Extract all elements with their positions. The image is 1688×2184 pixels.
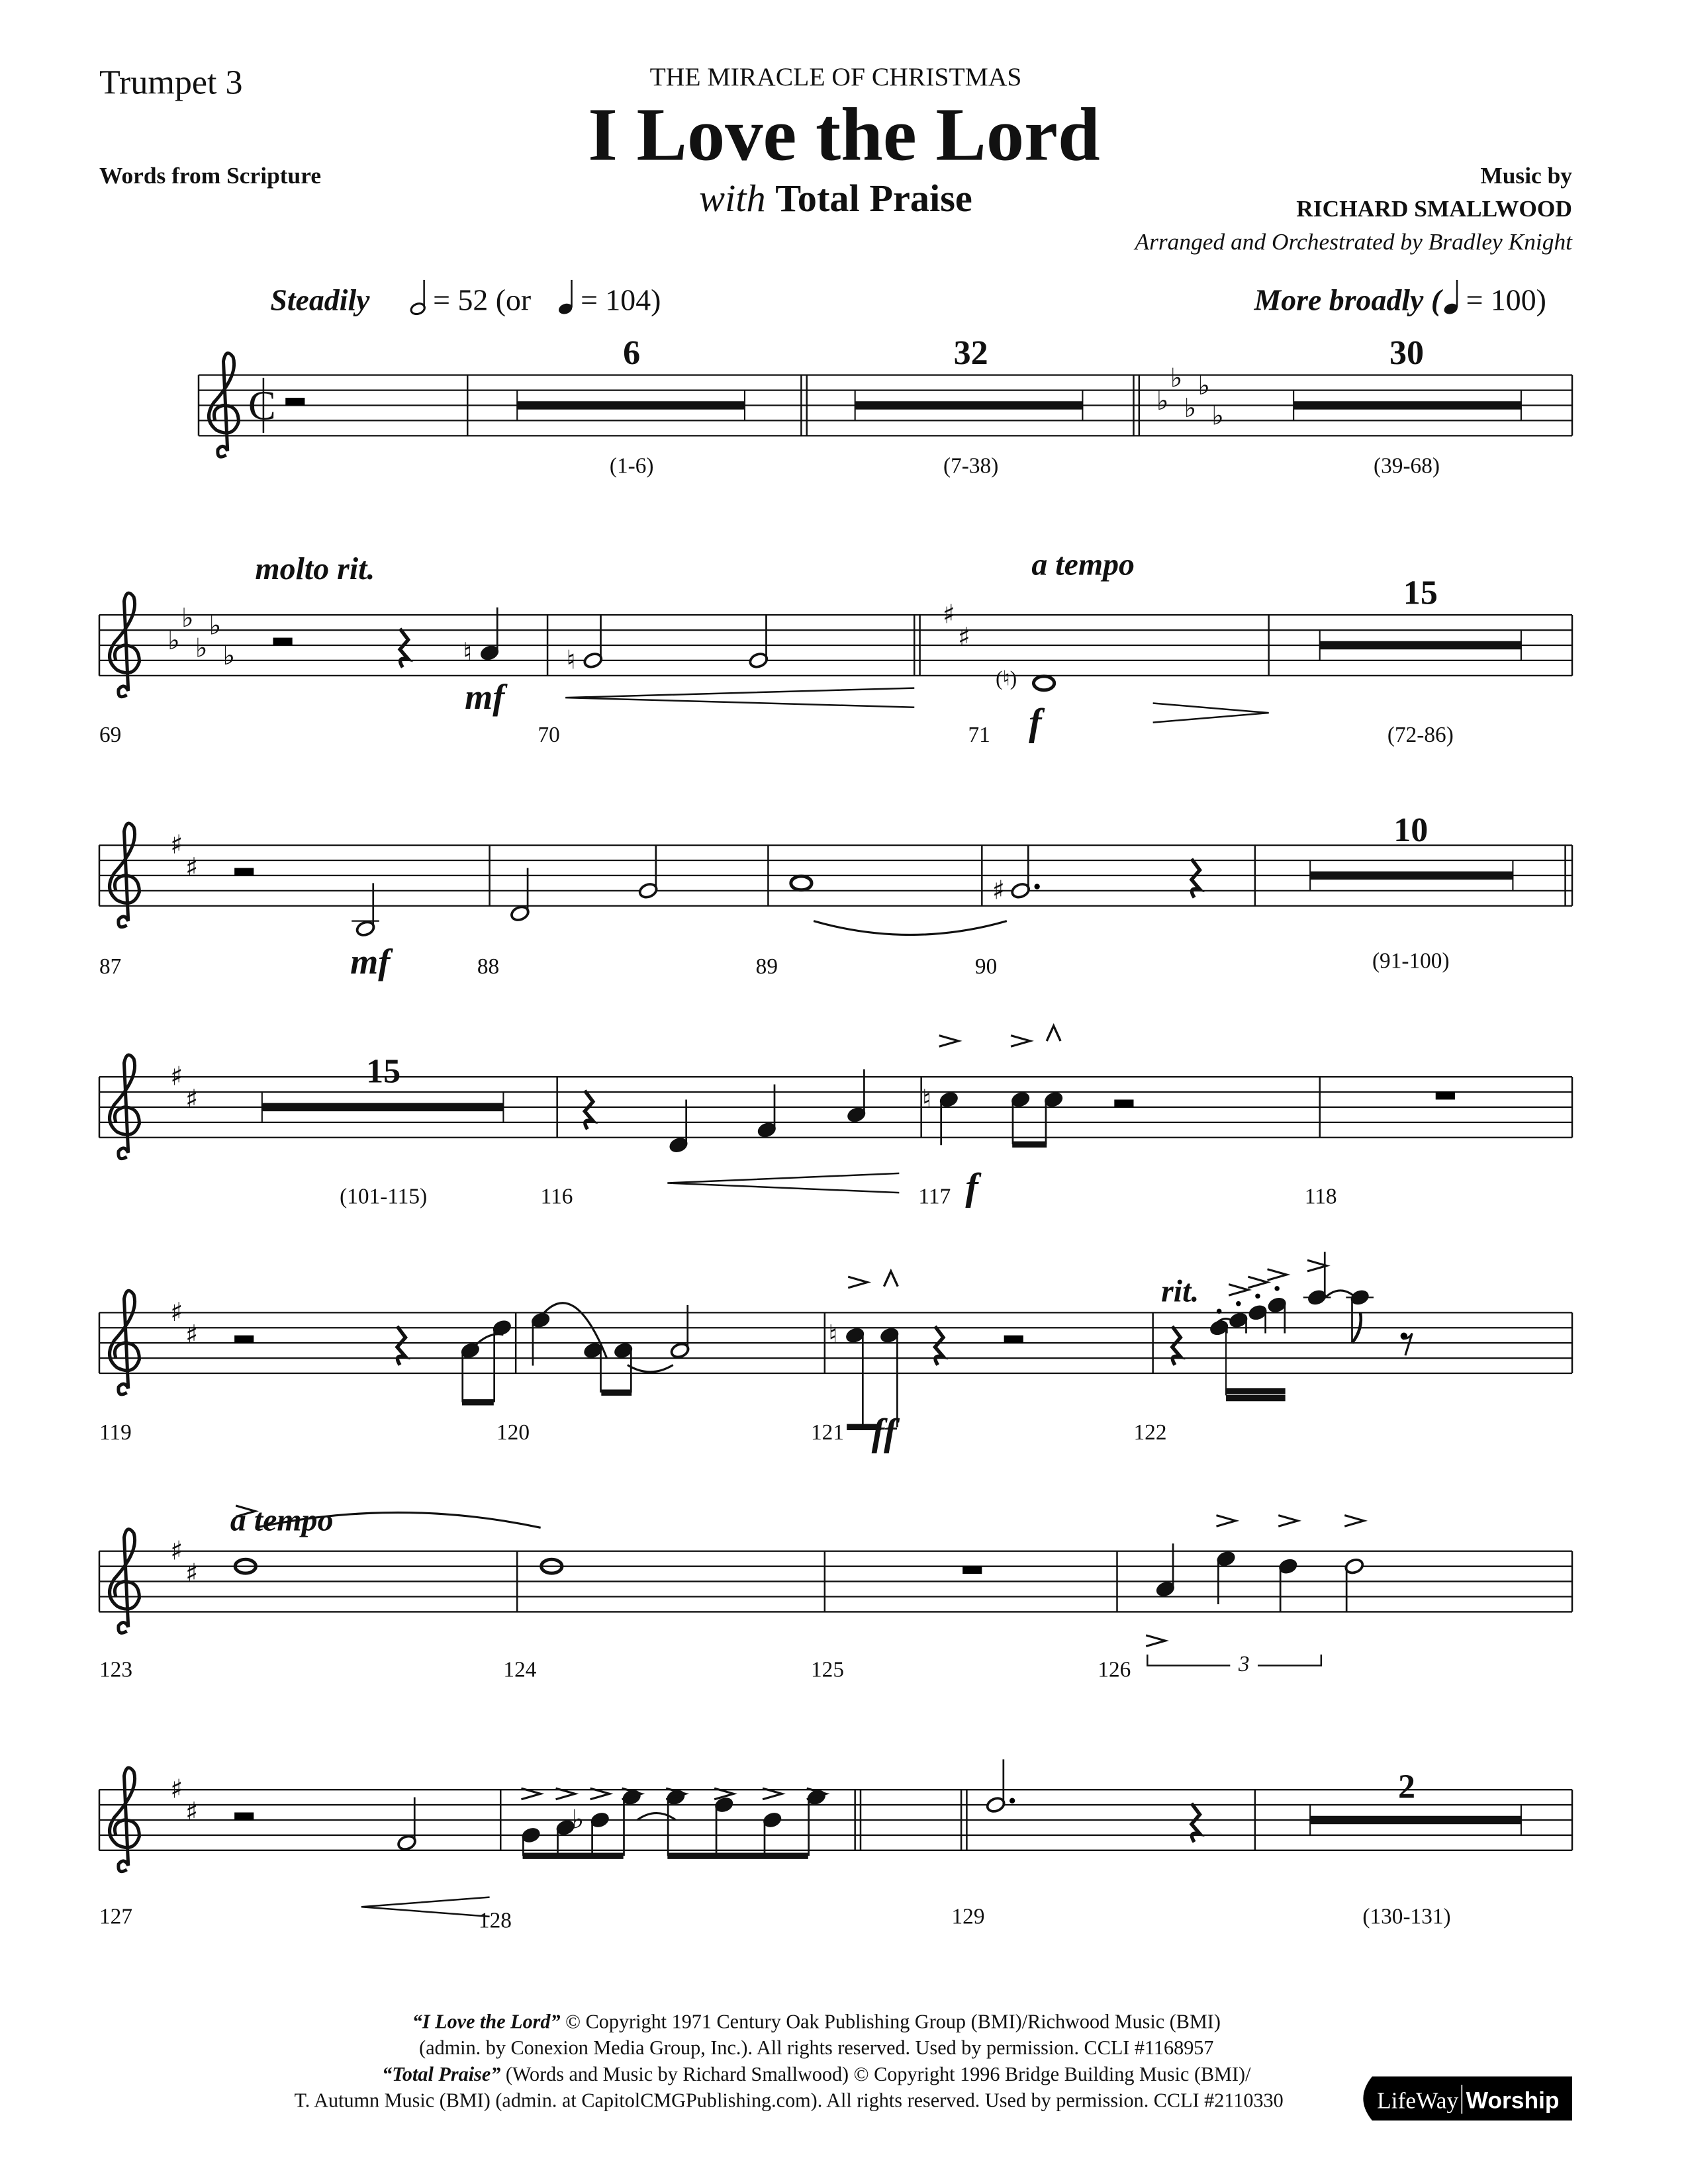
part-name: Trumpet 3	[99, 64, 243, 102]
sharp-icon: ♯	[170, 1774, 183, 1805]
quarter-rest	[935, 1326, 944, 1365]
multirest-labels	[340, 334, 1454, 1929]
flat-icon: ♭	[1211, 400, 1224, 432]
measure-number: 90	[974, 954, 998, 979]
multirest-count: 2	[1397, 1768, 1416, 1806]
half-rest	[234, 1813, 254, 1820]
crescendo-hairpin	[667, 1173, 899, 1193]
half-rest	[1114, 1099, 1133, 1107]
quarter-rest	[1192, 859, 1200, 897]
measure-number: 128	[478, 1908, 512, 1933]
logo-worship: Worship	[1466, 2087, 1560, 2114]
whole-rest	[1436, 1092, 1455, 1099]
half-rest	[273, 638, 293, 645]
dynamic-mf: mf	[350, 941, 391, 981]
song-subtitle	[699, 177, 972, 220]
measure-number: 126	[1098, 1657, 1131, 1682]
tempo-steadily-alt: = 104)	[581, 283, 661, 317]
accent-mark	[1011, 1036, 1030, 1047]
measure-number: 124	[503, 1657, 537, 1682]
quarter-rest	[400, 629, 408, 667]
accent-mark	[939, 1036, 959, 1047]
multirest-range: (72-86)	[1387, 722, 1454, 747]
multirest-count: 6	[623, 334, 641, 372]
a-tempo-marking: a tempo	[1031, 547, 1135, 582]
measure-number: 69	[99, 722, 122, 747]
copyright-title-2: “Total Praise”	[382, 2062, 501, 2085]
flat-icon: ♭	[1170, 363, 1183, 394]
lyricist: Words from Scripture	[99, 162, 322, 189]
music-notation	[99, 353, 1572, 1917]
measure-number: 125	[811, 1657, 844, 1682]
accent-mark	[1146, 1635, 1165, 1647]
accent-mark	[1344, 1516, 1364, 1527]
multirest-range: (7-38)	[943, 453, 999, 478]
courtesy-natural: (♮)	[996, 666, 1017, 690]
sharp-icon: ♯	[185, 1558, 199, 1589]
measure-number: 117	[918, 1184, 951, 1209]
multirest-count: 30	[1389, 334, 1425, 372]
sharp-icon: ♯	[185, 1083, 199, 1115]
copyright-text-1: © Copyright 1971 Century Oak Publishing Group (BMI)/Richwood Music (BMI)	[560, 2010, 1221, 2033]
multirest-range: (101-115)	[340, 1184, 428, 1209]
multirest-count: 15	[1403, 574, 1438, 612]
copyright-line-1	[412, 2011, 1221, 2033]
half-rest	[285, 398, 305, 405]
cut-time-icon: C	[248, 382, 276, 429]
accent-mark	[1248, 1277, 1267, 1288]
triplet-number: 3	[1238, 1652, 1250, 1677]
measure-number: 122	[1133, 1420, 1167, 1445]
sharp-icon: ♯	[185, 1320, 199, 1351]
flat-icon: ♭	[222, 641, 236, 672]
copyright-footer	[295, 2011, 1284, 2112]
decrescendo-hairpin	[1153, 704, 1269, 723]
natural-icon: ♮	[921, 1083, 932, 1115]
quarter-rest	[397, 1326, 406, 1365]
measure-number: 88	[477, 954, 500, 979]
quarter-note-icon	[1442, 280, 1459, 316]
tie	[814, 921, 1007, 935]
multirest-count: 32	[953, 334, 988, 372]
crescendo-hairpin	[565, 688, 914, 707]
tempo-steadily	[270, 280, 661, 317]
copyright-title-1: “I Love the Lord”	[412, 2010, 561, 2033]
crescendo-hairpin	[361, 1897, 490, 1917]
multirest-range: (1-6)	[609, 453, 654, 478]
flat-icon: ♭	[1197, 370, 1211, 401]
whole-note	[791, 876, 812, 890]
music-by-label: Music by	[1480, 162, 1572, 189]
rit-marking: rit.	[1161, 1273, 1199, 1309]
measure-number: 71	[968, 722, 990, 747]
sharp-icon: ♯	[942, 599, 955, 630]
multirest-range: (39-68)	[1374, 453, 1440, 478]
sharp-icon: ♯	[185, 852, 199, 883]
multirest-count: 15	[366, 1052, 401, 1091]
copyright-line-4: T. Autumn Music (BMI) (admin. at CapitolCMGPublishing.com). All rights reserved. Used by permission. CCLI #2110330	[294, 2089, 1284, 2112]
measure-number: 120	[496, 1420, 530, 1445]
triplet-bracket	[1147, 1655, 1321, 1666]
natural-icon: ♮	[463, 637, 473, 668]
accent-mark	[1229, 1285, 1248, 1296]
sharp-icon: ♯	[170, 829, 183, 860]
measure-number: 116	[540, 1184, 573, 1209]
copyright-line-2: (admin. by Conexion Media Group, Inc.). All rights reserved. Used by permission. CCLI #1168957	[419, 2036, 1214, 2060]
staccato-dot	[1236, 1301, 1241, 1306]
song-title: I Love the Lord	[588, 92, 1100, 177]
measure-number: 123	[99, 1657, 132, 1682]
subtitle-name: Total Praise	[775, 176, 972, 220]
tie	[628, 1365, 673, 1372]
sharp-icon: ♯	[170, 1297, 183, 1328]
quarter-rest	[585, 1091, 593, 1129]
sharp-icon: ♯	[992, 875, 1005, 906]
multirest-range: (91-100)	[1372, 948, 1450, 974]
multirest-range: (130-131)	[1362, 1904, 1451, 1929]
tie	[637, 1813, 676, 1820]
tempo-steadily-value: = 52 (or	[433, 283, 532, 317]
arranger: Arranged and Orchestrated by Bradley Knight	[1135, 228, 1572, 255]
quarter-rest	[1172, 1326, 1181, 1365]
copyright-text-3: (Words and Music by Richard Smallwood) © Copyright 1996 Bridge Building Music (BMI)/	[500, 2062, 1251, 2085]
half-rest	[1004, 1336, 1023, 1343]
accent-mark	[1217, 1516, 1236, 1527]
staccato-dot	[1255, 1294, 1260, 1298]
tempo-steadily-label: Steadily	[270, 283, 370, 317]
flat-icon: ♭	[1184, 393, 1197, 424]
measure-number: 119	[99, 1420, 132, 1445]
measure-number: 129	[951, 1904, 985, 1929]
multirest-count: 10	[1393, 811, 1429, 849]
composer: RICHARD SMALLWOOD	[1296, 195, 1572, 222]
accent-mark	[1278, 1516, 1297, 1527]
molto-rit-marking: molto rit.	[255, 551, 375, 586]
tempo-broadly-label: More broadly (	[1254, 283, 1442, 317]
measure-number: 121	[811, 1420, 844, 1445]
staccato-dot	[1274, 1286, 1279, 1291]
flat-icon: ♭	[1156, 385, 1169, 416]
sharp-icon: ♯	[185, 1797, 199, 1828]
measure-number: 87	[99, 954, 122, 979]
dynamic-f: f	[1029, 700, 1042, 744]
dynamic-mf: mf	[465, 676, 505, 717]
measure-number: 89	[755, 954, 778, 979]
flat-icon: ♭	[195, 633, 208, 664]
half-rest	[234, 868, 254, 875]
sharp-icon: ♯	[170, 1535, 183, 1567]
dot	[1009, 1798, 1015, 1803]
measure-number: 70	[538, 722, 560, 747]
flat-icon: ♭	[571, 1804, 585, 1835]
whole-note	[1033, 676, 1054, 690]
marcato-mark	[1047, 1026, 1060, 1041]
a-tempo-marking-2: a tempo	[230, 1502, 334, 1538]
half-note-icon	[410, 280, 426, 316]
sharp-icon: ♯	[170, 1061, 183, 1092]
copyright-line-3	[382, 2063, 1251, 2085]
dynamic-ff: ff	[871, 1410, 897, 1454]
accent-mark	[1268, 1269, 1287, 1281]
half-rest	[234, 1336, 254, 1343]
flat-icon: ♭	[209, 610, 222, 641]
quarter-note-icon	[557, 280, 574, 316]
collection-title: THE MIRACLE OF CHRISTMAS	[649, 62, 1022, 92]
dot	[1035, 884, 1040, 889]
flat-icon: ♭	[167, 625, 180, 657]
natural-icon: ♮	[566, 645, 576, 676]
subtitle-with: with	[699, 176, 766, 220]
measure-number: 127	[99, 1904, 132, 1929]
accent-mark	[848, 1277, 867, 1288]
logo-lifeway: LifeWay	[1377, 2087, 1459, 2114]
lifeway-worship-logo	[1363, 2077, 1572, 2121]
tempo-more-broadly	[1254, 280, 1546, 317]
marcato-mark	[884, 1271, 898, 1287]
accent-mark	[1307, 1260, 1327, 1271]
staccato-dot	[1217, 1309, 1221, 1314]
sharp-icon: ♯	[957, 622, 970, 653]
whole-rest	[962, 1567, 982, 1574]
flat-icon: ♭	[181, 602, 194, 633]
tempo-broadly-value: = 100)	[1466, 283, 1546, 317]
measure-number: 118	[1304, 1184, 1337, 1209]
dynamic-f: f	[965, 1165, 978, 1208]
quarter-rest	[1192, 1803, 1200, 1842]
natural-icon: ♮	[828, 1320, 838, 1351]
